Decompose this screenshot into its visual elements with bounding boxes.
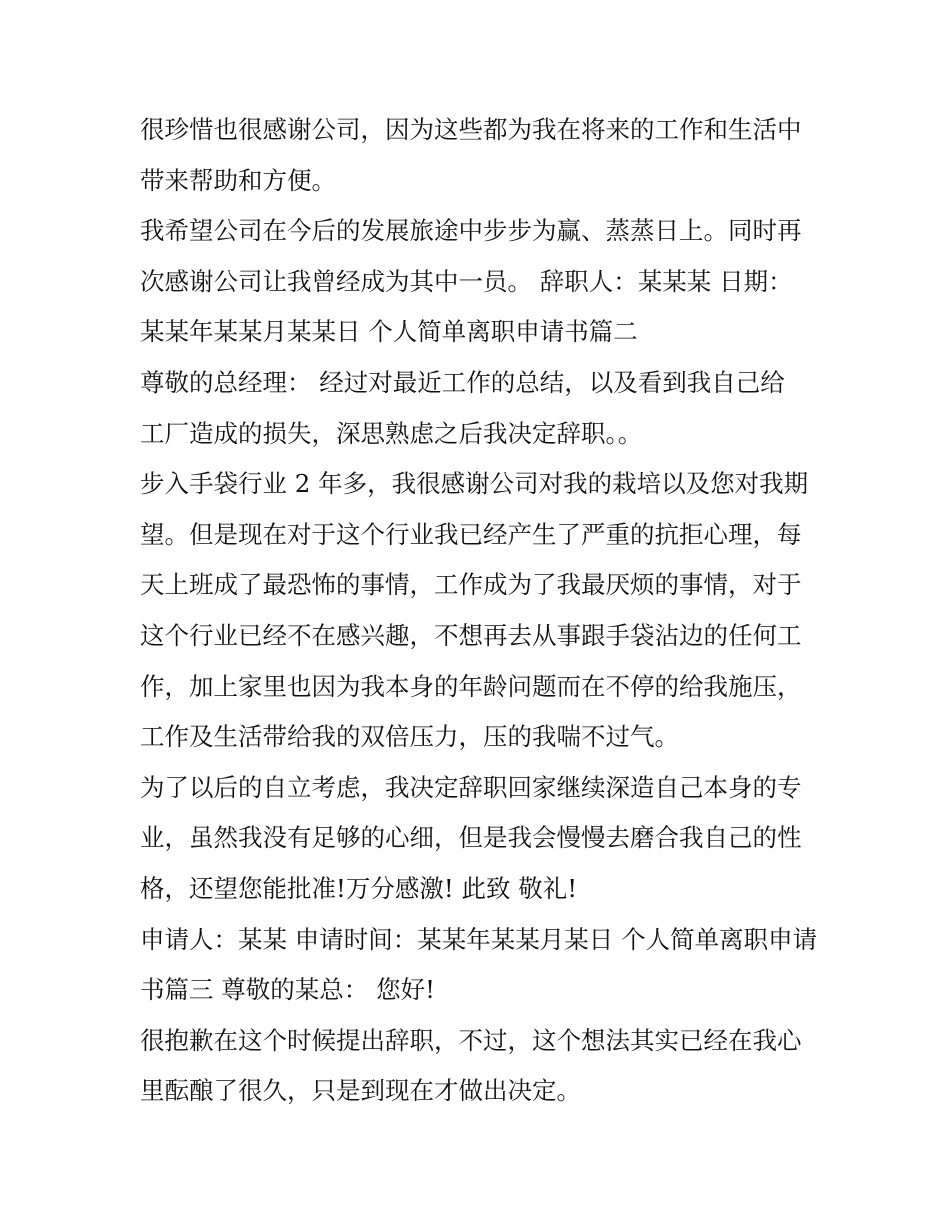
text-line: 天上班成了最恐怖的事情，工作成为了我最厌烦的事情，对于 (140, 570, 802, 600)
text-line: 尊敬的总经理： 经过对最近工作的总结，以及看到我自己给 (140, 367, 785, 397)
text-line: 这个行业已经不在感兴趣，不想再去从事跟手袋沾边的任何工 (140, 620, 802, 650)
text-line: 为了以后的自立考虑，我决定辞职回家继续深造自己本身的专 (140, 772, 802, 802)
text-line: 申请人：某某 申请时间：某某年某某月某日 个人简单离职申请 (140, 924, 818, 954)
text-line: 望。但是现在对于这个行业我已经产生了严重的抗拒心理，每 (140, 519, 802, 549)
text-line: 作，加上家里也因为我本身的年龄问题而在不停的给我施压， (140, 671, 802, 701)
text-line: 步入手袋行业 2 年多，我很感谢公司对我的栽培以及您对我期 (140, 469, 809, 499)
text-line: 里酝酿了很久，只是到现在才做出决定。 (140, 1076, 581, 1106)
text-line: 业，虽然我没有足够的心细，但是我会慢慢去磨合我自己的性 (140, 823, 802, 853)
text-line: 很抱歉在这个时候提出辞职，不过，这个想法其实已经在我心 (140, 1025, 802, 1055)
text-line: 次感谢公司让我曾经成为其中一员。 辞职人：某某某 日期： (140, 266, 793, 296)
text-line: 书篇三 尊敬的某总： 您好! (140, 975, 435, 1005)
text-line: 带来帮助和方便。 (140, 165, 336, 195)
text-line: 工厂造成的损失，深思熟虑之后我决定辞职。。 (140, 418, 643, 448)
text-line: 很珍惜也很感谢公司，因为这些都为我在将来的工作和生活中 (140, 115, 802, 144)
text-line: 工作及生活带给我的双倍压力，压的我喘不过气。 (140, 722, 679, 752)
text-line: 格，还望您能批准!万分感激! 此致 敬礼! (140, 873, 578, 903)
document-body (140, 105, 830, 1117)
text-line: 我希望公司在今后的发展旅途中步步为赢、蒸蒸日上。同时再 (140, 216, 802, 246)
text-line: 某某年某某月某某日 个人简单离职申请书篇二 (140, 317, 638, 347)
